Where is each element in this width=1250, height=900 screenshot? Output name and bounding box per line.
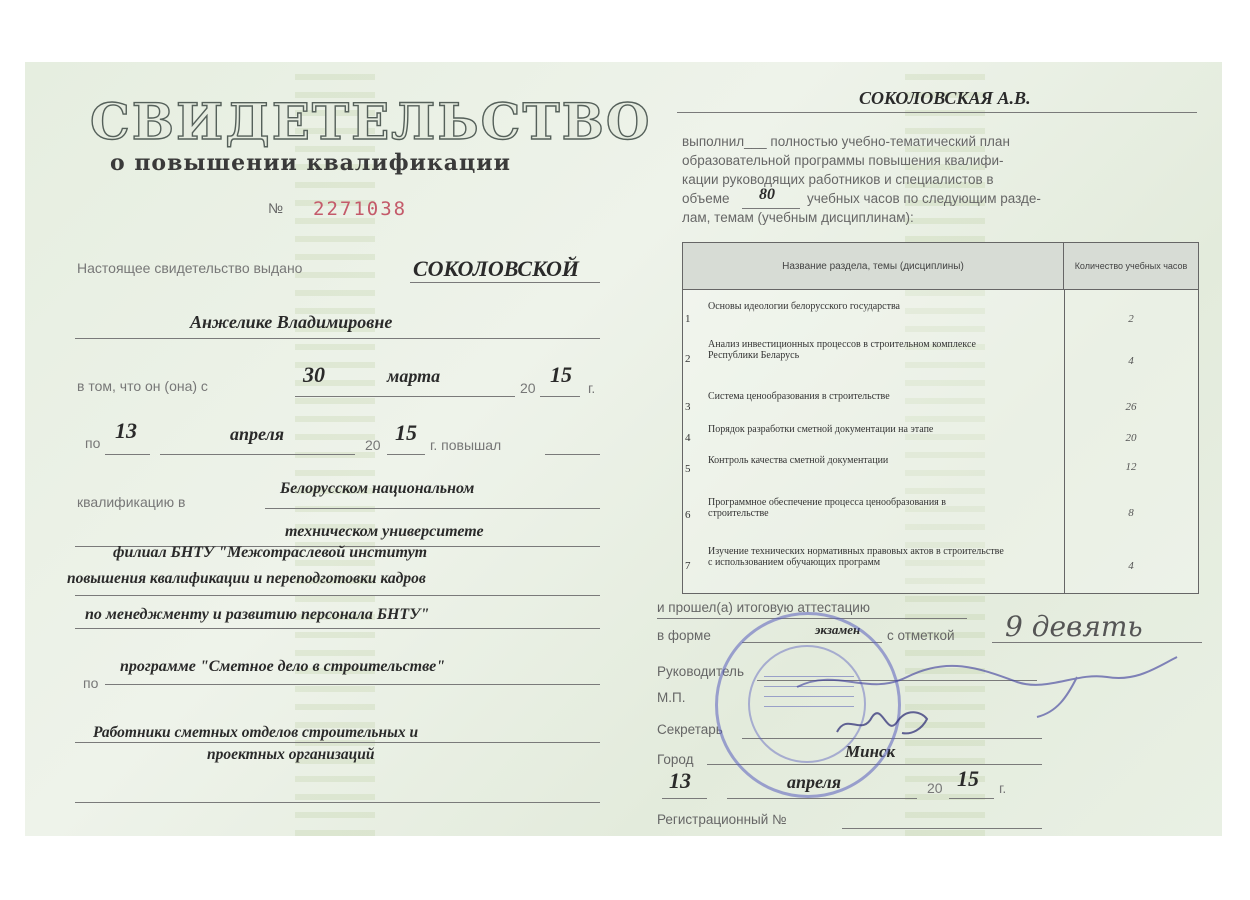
mark-value: 9 девять [1005, 610, 1143, 643]
row-number: 2 [685, 353, 691, 365]
recipient-name: Анжелике Владимировне [190, 312, 393, 332]
underline [345, 396, 515, 397]
row-number: 1 [685, 313, 691, 325]
form-label: в форме [657, 628, 711, 643]
issued-label: Настоящее свидетельство выдано [77, 260, 303, 276]
date-day: 13 [669, 768, 691, 793]
year-prefix: 20 [520, 380, 536, 396]
row-subject: Основы идеологии белорусского государства [708, 301, 900, 312]
underline [545, 454, 600, 455]
city-value: Минск [845, 742, 896, 761]
underline [75, 628, 600, 629]
row-hours: 4 [1128, 355, 1134, 367]
row-number: 6 [685, 509, 691, 521]
to-day: 13 [115, 418, 137, 443]
left-page [25, 62, 652, 836]
to-label: по [85, 435, 101, 451]
underline [105, 454, 150, 455]
para-line-5: лам, темам (учебным дисциплинам): [682, 210, 914, 225]
underline [75, 802, 600, 803]
row-hours: 12 [1125, 461, 1137, 473]
row-number: 5 [685, 463, 691, 475]
underline [75, 742, 600, 743]
row-subject: Система ценообразования в строительстве [708, 391, 890, 402]
mp-label: М.П. [657, 690, 686, 705]
underline [677, 112, 1197, 113]
to-month: апреля [230, 424, 285, 444]
secretary-signature [827, 697, 937, 747]
para-line-4a: объеме [682, 191, 730, 206]
raised-label: г. повышал [430, 437, 502, 453]
right-page [637, 62, 1222, 836]
number-label: № [268, 200, 284, 216]
table-header-subject: Название раздела, темы (дисциплины) [683, 243, 1064, 290]
underline [75, 338, 600, 339]
institution-line-4: повышения квалификации и переподготовки кадров [67, 570, 426, 587]
recipient-surname: СОКОЛОВСКОЙ [413, 256, 579, 281]
date-month: апреля [787, 772, 842, 792]
underline [540, 396, 580, 397]
recipient-full-name: СОКОЛОВСКАЯ А.В. [859, 88, 1031, 108]
city-label: Город [657, 752, 694, 767]
year-prefix: 20 [365, 437, 381, 453]
row-hours: 4 [1128, 560, 1134, 572]
underline [387, 454, 425, 455]
institution-line-2: техническом университете [285, 523, 484, 540]
certificate-number: 2271038 [313, 198, 408, 220]
row-hours: 2 [1128, 313, 1134, 325]
row-subject: Контроль качества сметной документации [708, 455, 889, 466]
to-year: 15 [395, 420, 417, 445]
institution-line-1: Белорусском национальном [280, 480, 475, 497]
row-number: 7 [685, 560, 691, 572]
underline [265, 508, 600, 509]
from-year: 15 [550, 362, 572, 387]
row-number: 3 [685, 401, 691, 413]
qualification-label: квалификацию в [77, 494, 186, 510]
audience-line-1: Работники сметных отделов строительных и [93, 724, 419, 741]
program-name: программе "Сметное дело в строительстве" [120, 658, 446, 675]
underline [160, 454, 355, 455]
date-year: 15 [957, 766, 979, 791]
head-label: Руководитель [657, 664, 744, 679]
certificate [25, 62, 1222, 836]
row-hours: 26 [1125, 401, 1137, 413]
row-subject: Анализ инвестиционных процессов в строительном комплексе Республики Беларусь [708, 339, 976, 361]
year-prefix: 20 [927, 780, 943, 796]
from-label: в том, что он (она) с [77, 378, 208, 394]
registration-label: Регистрационный № [657, 812, 787, 827]
institution-line-3: филиал БНТУ "Межотраслевой институт [113, 544, 428, 561]
certificate-subtitle: о повышении квалификации [110, 150, 511, 176]
para-line-3: кации руководящих работников и специалистов в [682, 172, 994, 187]
from-day: 30 [303, 362, 325, 387]
underline [992, 642, 1202, 643]
secretary-label: Секретарь [657, 722, 723, 737]
underline [75, 595, 600, 596]
underline [842, 828, 1042, 829]
subjects-table [682, 242, 1199, 594]
underline [295, 396, 345, 397]
para-line-4b: учебных часов по следующим разде- [807, 191, 1041, 206]
table-header-hours: Количество учебных часов [1064, 243, 1198, 290]
audience-line-2: проектных организаций [207, 746, 375, 763]
para-line-2: образовательной программы повышения квалифи- [682, 153, 1004, 168]
underline [662, 798, 707, 799]
passed-text: и прошел(а) итоговую аттестацию [657, 600, 870, 615]
g-label: г. [999, 780, 1007, 796]
underline [410, 282, 600, 283]
row-hours: 8 [1128, 507, 1134, 519]
row-subject: Порядок разработки сметной документации на этапе [708, 424, 934, 435]
row-subject: Изучение технических нормативных правовых актов в строительстве с использованием обучающих программ [708, 546, 1004, 568]
row-subject: Программное обеспечение процесса ценообразования в строительстве [708, 497, 947, 519]
row-hours: 20 [1125, 432, 1137, 444]
certificate-title: СВИДЕТЕЛЬСТВО [90, 92, 652, 151]
mark-label: с отметкой [887, 628, 955, 643]
form-value: экзамен [815, 622, 861, 637]
g-label: г. [588, 380, 596, 396]
hours-total: 80 [759, 186, 775, 203]
underline [949, 798, 994, 799]
row-number: 4 [685, 432, 691, 444]
institution-line-5: по менеджменту и развитию персонала БНТУ" [85, 606, 430, 623]
underline [105, 684, 600, 685]
para-line-1: выполнил___ полностью учебно-тематический план [682, 134, 1010, 149]
program-label: по [83, 675, 99, 691]
underline [727, 798, 917, 799]
from-month: марта [387, 366, 441, 386]
